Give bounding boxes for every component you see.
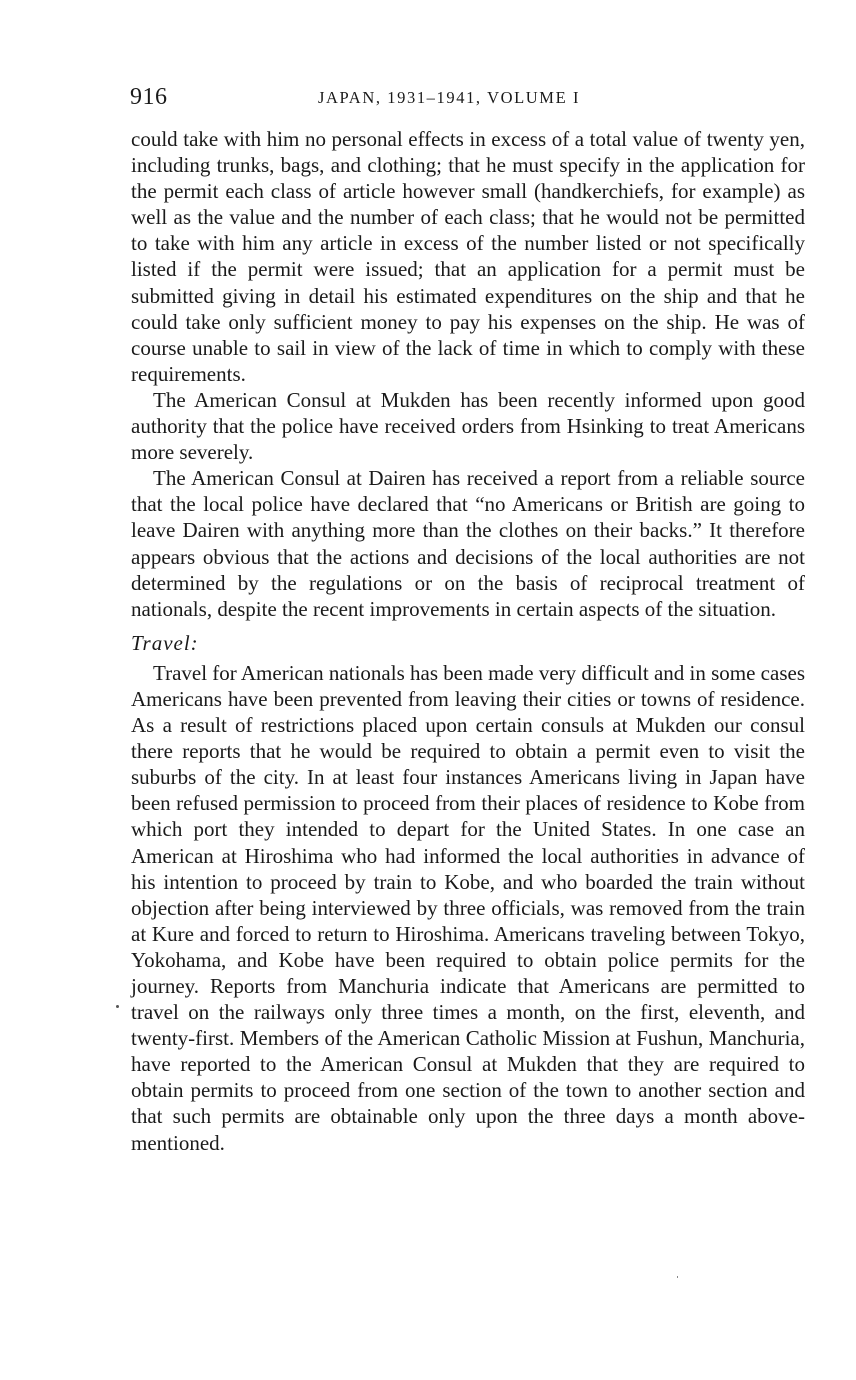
scan-speck bbox=[677, 1276, 678, 1278]
body-text bbox=[131, 126, 805, 1156]
margin-mark bbox=[116, 1005, 119, 1008]
page-header bbox=[130, 84, 810, 114]
paragraph-mukden: The American Consul at Mukden has been recently informed upon good authority that the police have received orders from Hsinking to treat Americans more severely. bbox=[131, 387, 805, 465]
paragraph-dairen: The American Consul at Dairen has received a report from a reliable source that the local police have declared that “no Americans or British are going to leave Dairen with anything more than the clothes on their backs.” It therefore appears obvious that the actions and decisions of the local authorities are not determined by the regulations or on the basis of reciprocal treatment of nationals, despite the recent improvements in certain aspects of the situation. bbox=[131, 466, 805, 621]
paragraph-travel: Travel for American nationals has been made very difficult and in some cases Americans have been prevented from leaving their cities or towns of residence. As a result of restrictions placed upon certain consuls at Mukden our consul there reports that he would be required to obtain a permit even to visit the suburbs of the city. In at least four instances Americans living in Japan have been refused permission to proceed from their places of residence to Kobe from which port they intended to depart for the United States. In one case an American at Hiroshima who had informed the local authorities in advance of his intention to proceed by train to Kobe, and who boarded the train without objection after being interviewed by three officials, was removed from the train at Kure and forced to return to Hiroshima. Americans traveling between Tokyo, Yokohama, and Kobe have been required to obtain police permits for the journey. Reports from Manchuria indicate that Americans are permitted to travel on the railways only three times a month, on the first, eleventh, and twenty-first. Members of the American Catholic Mission at Fushun, Manchuria, have reported to the American Consul at Mukden that they are required to obtain permits to proceed from one section of the town to another section and that such permits are obtainable only upon the three days a month above-mentioned. bbox=[131, 660, 805, 1155]
page-number: 916 bbox=[130, 84, 168, 110]
running-head: JAPAN, 1931–1941, VOLUME I bbox=[318, 88, 581, 107]
paragraph-continued: could take with him no personal effects in excess of a total value of twenty yen, including trunks, bags, and clothing; that he must specify in the application for the permit each class of article however small (handkerchiefs, for example) as well as the value and the number of each class; that he would not be permitted to take with him any article in excess of the number listed or not specifically listed if the permit were issued; that an application for a permit must be submitted giving in detail his estimated expenditures on the ship and that he could take only sufficient money to pay his expenses on the ship. He was of course unable to sail in view of the lack of time in which to comply with these requirements. bbox=[131, 127, 805, 386]
section-heading-travel: Travel: bbox=[131, 630, 199, 655]
